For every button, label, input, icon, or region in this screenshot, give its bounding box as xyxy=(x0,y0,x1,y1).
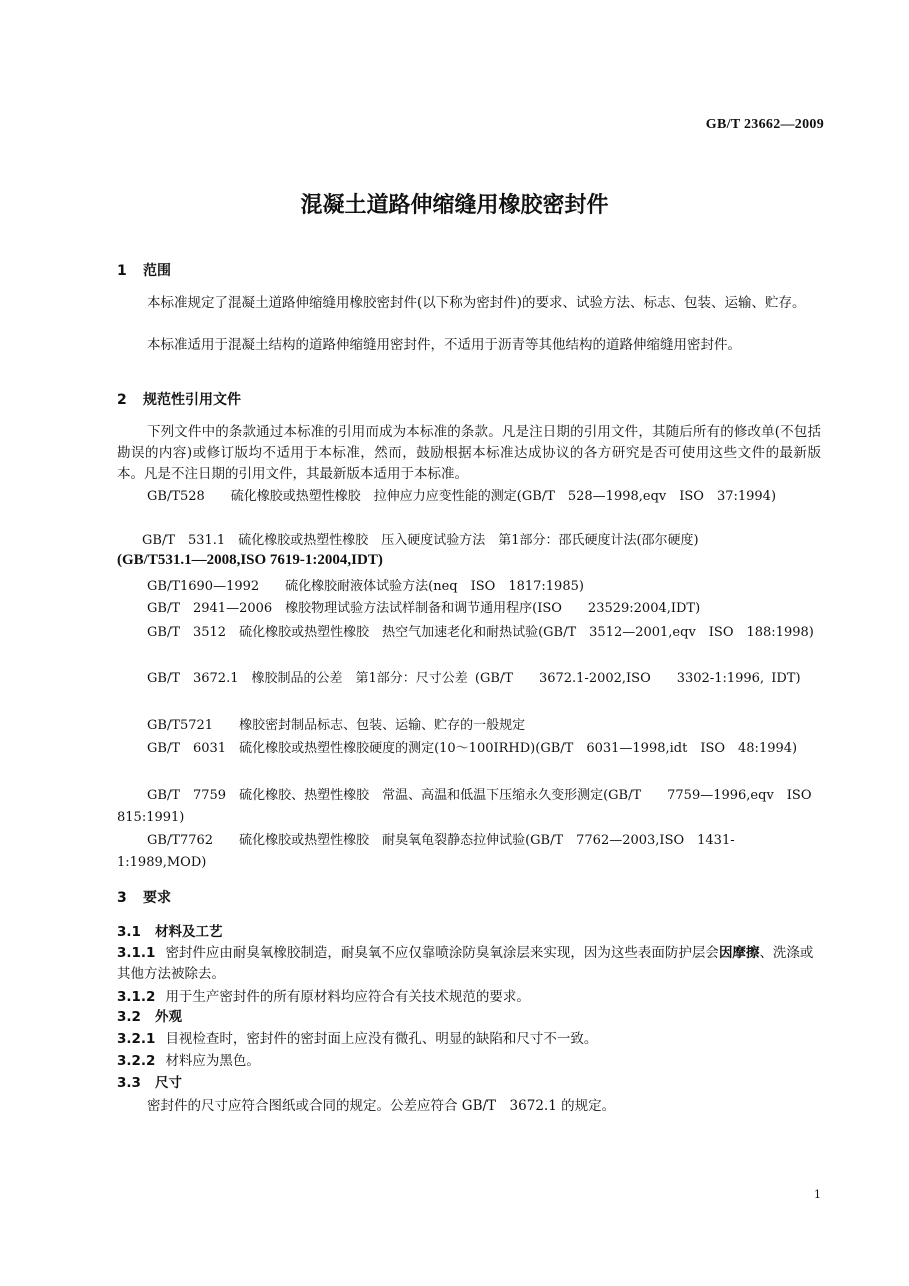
section-2-heading xyxy=(117,389,241,409)
reference-item: GB/T 3672.1 橡胶制品的公差 第1部分：尺寸公差 (GB/T 3672.1-2002,ISO 3302-1:1996, IDT) xyxy=(147,671,801,686)
subsection-3-2-heading xyxy=(117,1005,182,1025)
subsection-number: 3.3 xyxy=(117,1075,141,1091)
subsection-3-1-heading xyxy=(117,920,223,940)
scope-paragraph-1: 本标准规定了混凝土道路伸缩缝用橡胶密封件(以下称为密封件)的要求、试验方法、标志、包装、运输、贮存。 xyxy=(147,295,806,311)
clause-3-2-2 xyxy=(117,1049,260,1069)
clause-3-2-1 xyxy=(117,1027,597,1047)
reference-item: GB/T 6031 硫化橡胶或热塑性橡胶硬度的测定(10～100IRHD)(GB/T 6031—1998,idt ISO 48:1994) xyxy=(147,741,798,756)
clause-number: 3.2.1 xyxy=(117,1031,156,1047)
subsection-title: 尺寸 xyxy=(155,1075,182,1091)
clause-text-bold: 因摩擦 xyxy=(718,945,760,961)
clause-text: 目视检查时，密封件的密封面上应没有微孔、明显的缺陷和尺寸不一致。 xyxy=(165,1031,598,1047)
reference-item: GB/T 2941—2006 橡胶物理试验方法试样制备和调节通用程序(ISO 23529:2004,IDT) xyxy=(147,601,701,616)
reference-item-continuation: (GB/T531.1—2008,ISO 7619-1:2004,IDT) xyxy=(117,552,383,568)
clause-text: 用于生产密封件的所有原材料均应符合有关技术规范的要求。 xyxy=(165,989,530,1005)
subsection-number: 3.1 xyxy=(117,924,141,940)
reference-item: GB/T5721 橡胶密封制品标志、包装、运输、贮存的一般规定 xyxy=(147,718,526,733)
reference-item: GB/T7762 硫化橡胶或热塑性橡胶 耐臭氧龟裂静态拉伸试验(GB/T 7762—2003,ISO 1431-1:1989,MOD) xyxy=(117,833,735,870)
reference-item: GB/T 3512 硫化橡胶或热塑性橡胶 热空气加速老化和耐热试验(GB/T 3512—2001,eqv ISO 188:1998) xyxy=(147,625,814,640)
section-number: 3 xyxy=(117,890,127,906)
page-number: 1 xyxy=(814,1188,821,1201)
reference-item: GB/T528 硫化橡胶或热塑性橡胶 拉伸应力应变性能的测定(GB/T 528—1998,eqv ISO 37:1994) xyxy=(147,489,777,504)
subsection-title: 外观 xyxy=(155,1009,182,1025)
clause-number: 3.2.2 xyxy=(117,1053,156,1069)
clause-number: 3.1.2 xyxy=(117,989,156,1005)
subsection-3-3-text: 密封件的尺寸应符合图纸或合同的规定。公差应符合 GB/T 3672.1 的规定。 xyxy=(147,1098,616,1114)
page-title: 混凝土道路伸缩缝用橡胶密封件 xyxy=(300,193,609,218)
section-3-heading xyxy=(117,887,171,907)
section-title: 要求 xyxy=(143,890,171,906)
subsection-number: 3.2 xyxy=(117,1009,141,1025)
subsection-title: 材料及工艺 xyxy=(155,924,223,940)
clause-text: 密封件应由耐臭氧橡胶制造，耐臭氧不应仅靠喷涂防臭氧涂层来实现，因为这些表面防护层会 xyxy=(165,945,719,961)
section-1-heading xyxy=(117,260,171,280)
clause-text: 材料应为黑色。 xyxy=(165,1053,260,1069)
section-title: 规范性引用文件 xyxy=(143,392,241,408)
reference-item: GB/T1690—1992 硫化橡胶耐液体试验方法(neq ISO 1817:1985) xyxy=(147,579,584,594)
reference-item: GB/T 7759 硫化橡胶、热塑性橡胶 常温、高温和低温下压缩永久变形测定(GB/T 7759—1996,eqv ISO 815:1991) xyxy=(117,788,825,825)
references-intro: 下列文件中的条款通过本标准的引用而成为本标准的条款。凡是注日期的引用文件，其随后所有的修改单(不包括勘误的内容)或修订版均不适用于本标准，然而，鼓励根据本标准达成协议的各方研究是否可使用这些文件的最新版本。凡是不注日期的引用文件，其最新版本适用于本标准。 xyxy=(117,424,821,482)
clause-3-1-2 xyxy=(117,985,530,1005)
scope-paragraph-2: 本标准适用于混凝土结构的道路伸缩缝用密封件，不适用于沥青等其他结构的道路伸缩缝用密封件。 xyxy=(147,337,741,353)
clause-number: 3.1.1 xyxy=(117,945,156,961)
clause-text-continued: 、洗涤或其他方法被除去。 xyxy=(117,945,814,982)
clause-3-1-1 xyxy=(117,943,821,985)
section-number: 1 xyxy=(117,263,127,279)
standard-code: GB/T 23662—2009 xyxy=(705,117,824,132)
section-number: 2 xyxy=(117,392,127,408)
reference-item: GB/T 531.1 硫化橡胶或热塑性橡胶 压入硬度试验方法 第1部分：邵氏硬度计法(邵尔硬度) xyxy=(142,533,699,548)
subsection-3-3-heading xyxy=(117,1071,182,1091)
section-title: 范围 xyxy=(143,263,171,279)
